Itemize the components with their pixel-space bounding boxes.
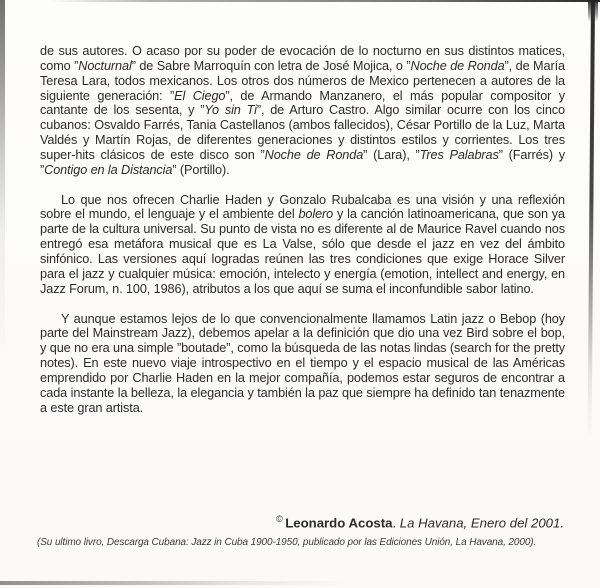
scan-edge-left [0, 0, 5, 370]
scan-edge-right [588, 0, 595, 440]
liner-notes-text [40, 44, 565, 430]
scan-edge-right-top [588, 0, 598, 22]
footnote: (Su ultimo livro, Descarga Cubana: Jazz in Cuba 1900-1950, publicado por las Ediciones Unión, La Havana, 2000). [37, 537, 537, 548]
author-signature: © Leonardo Acosta. La Havana, Enero del 2001. [276, 514, 564, 531]
scan-edge-top [50, 0, 600, 2]
scan-edge-bottom [0, 581, 348, 585]
paragraph-latin-jazz: Y aunque estamos lejos de lo que convencionalmente llamamos Latin jazz o Bebop (hoy parte del Mainstream Jazz), debemos apelar a la definición que dio una vez Bird sobre el bop, y que no era una simple ”boutade”, como la búsqueda de las notas lindas (search for the pretty notes). En este nuevo viaje introspectivo en el tiempo y el espacio musical de las Américas emprendido por Charlie Haden en la mejor compañía, podemos estar seguros de encontrar a cada instante la belleza, la elegancia y también la paz que siempre ha definido tan tenazmente a este gran artista. [40, 311, 565, 415]
paragraph-authors-boleros: de sus autores. O acaso por su poder de evocación de lo nocturno en sus distintos matices, como ”Nocturnal” de Sabre Marroquín con letra de José Mojica, o ”Noche de Ronda”, de María Teresa Lara, todos mexicanos. Los otros dos números de Mexico pertenecen a autores de la siguiente generación: ”El Ciego”, de Armando Manzanero, el más popular compositor y cantante de los sesenta, y ”Yo sin Ti”, de Arturo Castro. Algo similar ocurre con los cinco cubanos: Osvaldo Farrés, Tania Castellanos (ambos fallecidos), César Portillo de la Luz, Marta Valdés y Martín Rojas, de diferentes generaciones y distintos estilos y corrientes. Los tres super-hits clásicos de este disco son ”Noche de Ronda” (Lara), ”Tres Palabras” (Farrés) y ”Contigo en la Distancia” (Portillo). [40, 44, 565, 177]
paragraph-haden-rubalcaba: Lo que nos ofrecen Charlie Haden y Gonzalo Rubalcaba es una visión y una reflexión sobre el mundo, el lenguaje y el ambiente del bolero y la canción latinoamericana, que son ya parte de la cultura universal. Su punto de vista no es diferente al de Maurice Ravel cuando nos entregó esa metáfora musical que es La Valse, sólo que desde el jazz en vez del ámbito sinfónico. Las versiones aquí logradas reúnen las tres condiciones que exige Horace Silver para el jazz y cualquier música: emoción, intelecto y energía (emotion, intellect and energy, en Jazz Forum, n. 100, 1986), atributos a los que aquí se suma el inconfundible sabor latino. [40, 192, 565, 296]
